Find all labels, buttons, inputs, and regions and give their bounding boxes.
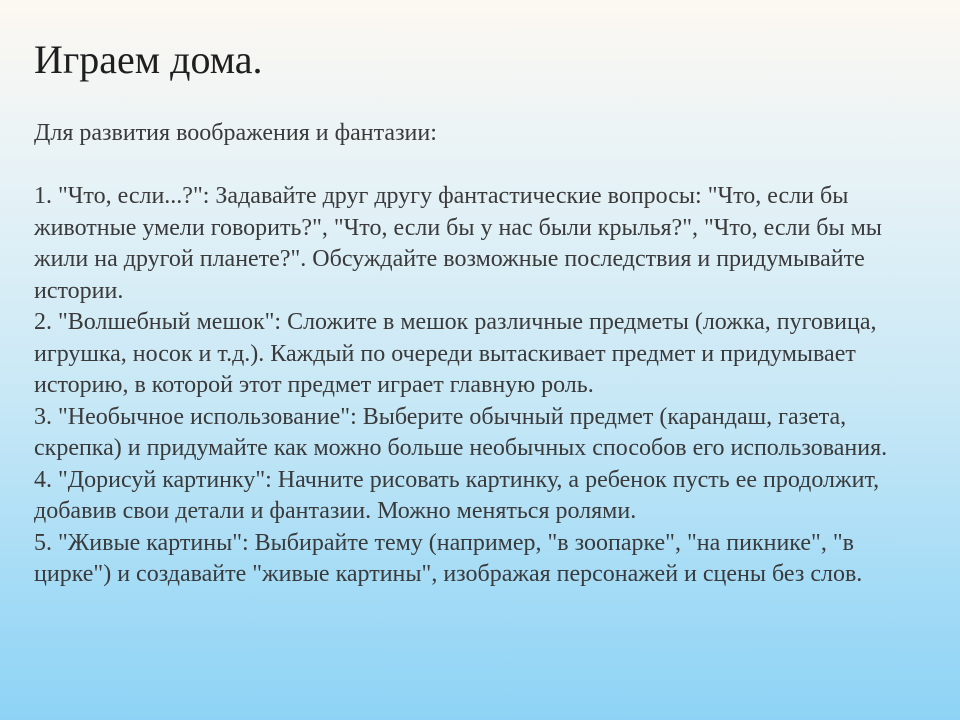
list-item: 5. "Живые картины": Выбирайте тему (например, "в зоопарке", "на пикнике", "в цирке") и создавайте "живые картины", изображая персонажей и сцены без слов. [34,529,863,587]
list-item: 2. "Волшебный мешок": Сложите в мешок различные предметы (ложка, пуговица, игрушка, носок и т.д.). Каждый по очереди вытаскивает предмет и придумывает историю, в которой этот предмет играет главную роль. [34,309,877,398]
list-item: 4. "Дорисуй картинку": Начните рисовать картинку, а ребенок пусть ее продолжит, добавив свои детали и фантазии. Можно меняться ролями. [34,466,880,524]
list-item: 3. "Необычное использование": Выберите обычный предмет (карандаш, газета, скрепка) и придумайте как можно больше необычных способов его использования. [34,403,888,461]
slide-title: Играем дома. [34,37,263,82]
paragraph-gap [34,150,934,182]
intro-text: Для развития воображения и фантазии: [34,120,437,146]
slide-body [34,118,934,591]
list-item: 1. "Что, если...?": Задавайте друг другу фантастические вопросы: "Что, если бы животные умели говорить?", "Что, если бы у нас были крылья?", "Что, если бы мы жили на другой планете?". Обсуждайте возможные последствия и придумывайте истории. [34,183,882,304]
